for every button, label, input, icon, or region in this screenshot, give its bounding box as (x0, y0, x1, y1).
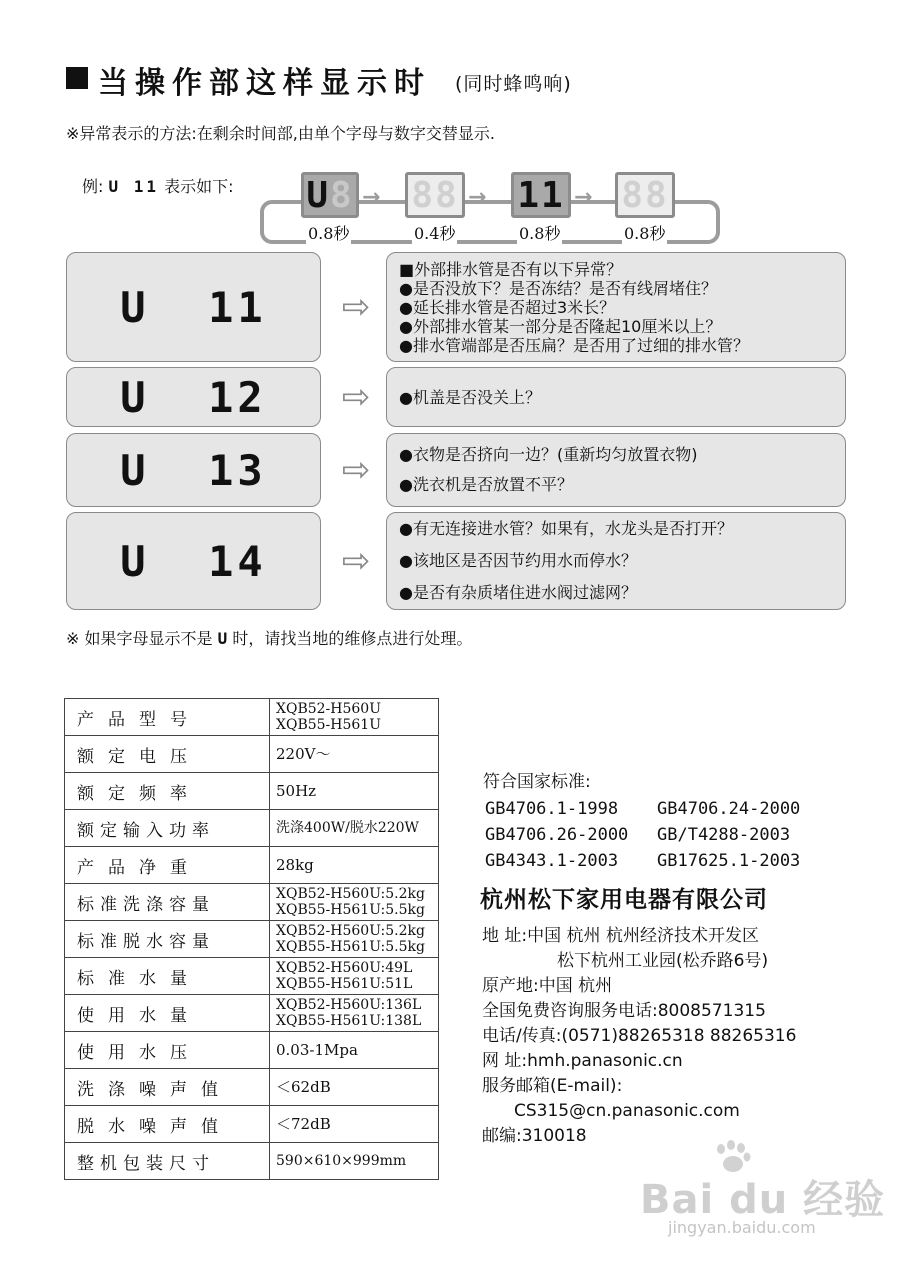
spec-value: ＜72dB (270, 1106, 439, 1143)
spec-label: 额定频率 (65, 773, 270, 810)
step-2-time: 0.4秒 (412, 221, 457, 244)
watermark-brand: Bai du 经验 (640, 1177, 886, 1223)
spec-value: 590×610×999mm (270, 1143, 439, 1180)
error-code-u14: U 14 (66, 512, 321, 610)
step-3-time: 0.8秒 (517, 221, 562, 244)
standards-list (485, 796, 829, 874)
table-row (65, 847, 439, 884)
spec-label: 标准洗涤容量 (65, 884, 270, 921)
spec-value: XQB52-H560U:136L XQB55-H561U:138L (270, 995, 439, 1032)
error-code-u11: U 11 (66, 252, 321, 362)
spec-label: 洗涤噪声值 (65, 1069, 270, 1106)
email-label: 服务邮箱(E-mail): (482, 1076, 623, 1096)
service-note (66, 626, 472, 649)
spec-value: ＜62dB (270, 1069, 439, 1106)
table-row (65, 958, 439, 995)
standards-title: 符合国家标准: (483, 772, 591, 792)
cause-line: ●该地区是否因节约用水而停水？ (399, 551, 637, 570)
cause-line: ●洗衣机是否放置不平？ (399, 475, 573, 494)
cause-panel-u12 (386, 367, 846, 427)
spec-label: 产品型号 (65, 699, 270, 736)
error-code-u13: U 13 (66, 433, 321, 507)
standard-item: GB4706.1-1998 (485, 799, 619, 819)
display-step-1 (301, 172, 359, 218)
watermark-url: jingyan.baidu.com (668, 1218, 816, 1237)
title-bullet-icon (66, 67, 88, 89)
spec-value: XQB52-H560U:49L XQB55-H561U:51L (270, 958, 439, 995)
spec-value: 220V～ (270, 736, 439, 773)
table-row (65, 884, 439, 921)
example-suffix: 表示如下: (164, 177, 234, 196)
standard-item: GB4343.1-2003 (485, 851, 619, 871)
step-4-ghost: 88 (621, 174, 669, 216)
spec-label: 整机包装尺寸 (65, 1143, 270, 1180)
cause-line: ●延长排水管是否超过3米长？ (399, 297, 616, 317)
address-line-2: 松下杭州工业园(松乔路6号) (557, 951, 769, 971)
example-prefix: 例: (82, 177, 104, 196)
spec-label: 额定电压 (65, 736, 270, 773)
cause-line: ●有无连接进水管？如果有，水龙头是否打开？ (399, 519, 733, 538)
cause-line: ●是否有杂质堵住进水阀过滤网？ (399, 583, 637, 602)
spec-label: 使用水量 (65, 995, 270, 1032)
spec-value: 洗涤400W/脱水220W (270, 810, 439, 847)
website: 网 址:hmh.panasonic.cn (482, 1051, 683, 1071)
arrow-right-icon: ⇨ (341, 287, 371, 327)
table-row (65, 810, 439, 847)
step-4-time: 0.8秒 (622, 221, 667, 244)
origin: 原产地:中国 杭州 (482, 976, 613, 996)
phone-fax: 电话/传真:(0571)88265318 88265316 (482, 1026, 797, 1046)
table-row (65, 699, 439, 736)
note-prefix: ※ 如果字母显示不是 (66, 629, 213, 648)
step-1-ghost: 8 (330, 174, 354, 216)
cause-line: ●是否没放下？是否冻结？是否有线屑堵住？ (399, 278, 717, 298)
cause-panel-u13 (386, 433, 846, 507)
page-subtitle: (同时蜂鸣响) (455, 73, 572, 95)
error-code-u12: U 12 (66, 367, 321, 427)
display-step-2 (405, 172, 465, 218)
arrow-right-icon: ⇨ (341, 541, 371, 581)
display-step-4 (615, 172, 675, 218)
step-1-lit: U (306, 174, 330, 216)
table-row (65, 1143, 439, 1180)
company-contact (482, 924, 796, 1149)
cause-line: ●衣物是否挤向一边？(重新均匀放置衣物) (399, 445, 698, 464)
step-3-lit: 11 (517, 174, 565, 216)
step-1-time: 0.8秒 (306, 221, 351, 244)
cause-line: ●外部排水管某一部分是否隆起10厘米以上？ (399, 316, 722, 336)
arrow-right-icon: ⇨ (341, 450, 371, 490)
spec-label: 标准水量 (65, 958, 270, 995)
display-method-note: ※异常表示的方法:在剩余时间部,由单个字母与数字交替显示. (66, 124, 495, 143)
note-code: U (217, 629, 228, 648)
cause-line: ●机盖是否没关上？ (399, 387, 541, 407)
spec-label: 脱水噪声值 (65, 1106, 270, 1143)
spec-value: XQB52-H560U:5.2kg XQB55-H561U:5.5kg (270, 884, 439, 921)
spec-value: XQB52-H560U XQB55-H561U (270, 699, 439, 736)
spec-value: XQB52-H560U:5.2kg XQB55-H561U:5.5kg (270, 921, 439, 958)
spec-label: 使用水压 (65, 1032, 270, 1069)
hotline: 全国免费咨询服务电话:8008571315 (482, 1001, 766, 1021)
spec-value: 28kg (270, 847, 439, 884)
flow-arrow-icon: → (362, 185, 381, 210)
cause-panel-u14 (386, 512, 846, 610)
cause-line: ■外部排水管是否有以下异常？ (399, 259, 623, 279)
example-label (82, 174, 234, 197)
standard-item: GB17625.1-2003 (657, 851, 801, 871)
table-row (65, 995, 439, 1032)
spec-label: 额定输入功率 (65, 810, 270, 847)
spec-value: 50Hz (270, 773, 439, 810)
note-suffix: 时，请找当地的维修点进行处理。 (232, 629, 473, 648)
table-row (65, 921, 439, 958)
standard-item: GB/T4288-2003 (657, 825, 791, 845)
table-row (65, 1032, 439, 1069)
flow-arrow-icon: → (468, 185, 487, 210)
table-row (65, 736, 439, 773)
postcode: 邮编:310018 (482, 1126, 587, 1146)
display-step-3 (511, 172, 571, 218)
company-name: 杭州松下家用电器有限公司 (480, 887, 768, 913)
standard-item: GB4706.26-2000 (485, 825, 629, 845)
flow-arrow-icon: → (574, 185, 593, 210)
email: CS315@cn.panasonic.com (514, 1101, 740, 1121)
table-row (65, 1069, 439, 1106)
arrow-right-icon: ⇨ (341, 377, 371, 417)
table-row (65, 1106, 439, 1143)
standard-item: GB4706.24-2000 (657, 799, 801, 819)
step-2-ghost: 88 (411, 174, 459, 216)
spec-table (64, 698, 439, 1180)
cause-line: ●排水管端部是否压扁？是否用了过细的排水管？ (399, 335, 749, 355)
table-row (65, 773, 439, 810)
page-title: 当操作部这样显示时 (98, 66, 431, 101)
address-line-1: 地 址:中国 杭州 杭州经济技术开发区 (482, 926, 759, 946)
example-code: U 11 (108, 177, 160, 196)
spec-value: 0.03-1Mpa (270, 1032, 439, 1069)
cause-panel-u11 (386, 252, 846, 362)
spec-label: 产品净重 (65, 847, 270, 884)
spec-label: 标准脱水容量 (65, 921, 270, 958)
